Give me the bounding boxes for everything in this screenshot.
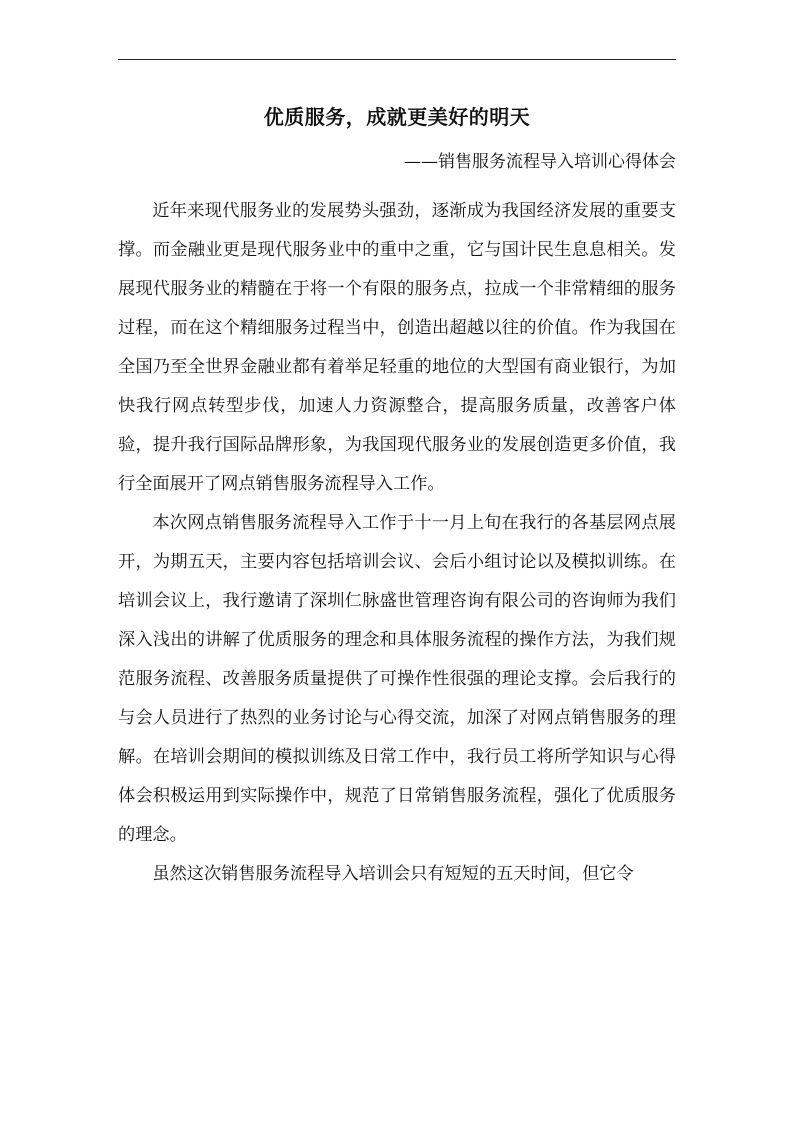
paragraph-3: 虽然这次销售服务流程导入培训会只有短短的五天时间，但它令 (152, 864, 634, 884)
paragraph-1: 近年来现代服务业的发展势头强劲，逐渐成为我国经济发展的重要支撑。而金融业更是现代服务业中的重中之重，它与国计民生息息相关。发展现代服务业的精髓在于将一个有限的服务点，拉成一个非常精细的服务过程，而在这个精细服务过程当中，创造出超越以往的价值。作为我国在全国乃至全世界金融业都有着举足轻重的地位的大型国有商业银行，为加快我行网点转型步伐，加速人力资源整合，提高服务质量，改善客户体验，提升我行国际品牌形象，为我国现代服务业的发展创造更多价值，我行全面展开了网点销售服务流程导入工作。 (118, 201, 676, 494)
document-subtitle: ——销售服务流程导入培训心得体会 (404, 152, 676, 172)
paragraph-2: 本次网点销售服务流程导入工作于十一月上旬在我行的各基层网点展开，为期五天，主要内容包括培训会议、会后小组讨论以及模拟训练。在培训会议上，我行邀请了深圳仁脉盛世管理咨询有限公司的咨询师为我们深入浅出的讲解了优质服务的理念和具体服务流程的操作方法，为我们规范服务流程、改善服务质量提供了可操作性很强的理论支撑。会后我行的与会人员进行了热烈的业务讨论与心得交流，加深了对网点销售服务的理解。在培训会期间的模拟训练及日常工作中，我行员工将所学知识与心得体会积极运用到实际操作中，规范了日常销售服务流程，强化了优质服务的理念。 (118, 513, 676, 845)
document-title: 优质服务，成就更美好的明天 (263, 105, 531, 129)
document-body (118, 192, 676, 894)
header-rule (118, 59, 676, 60)
